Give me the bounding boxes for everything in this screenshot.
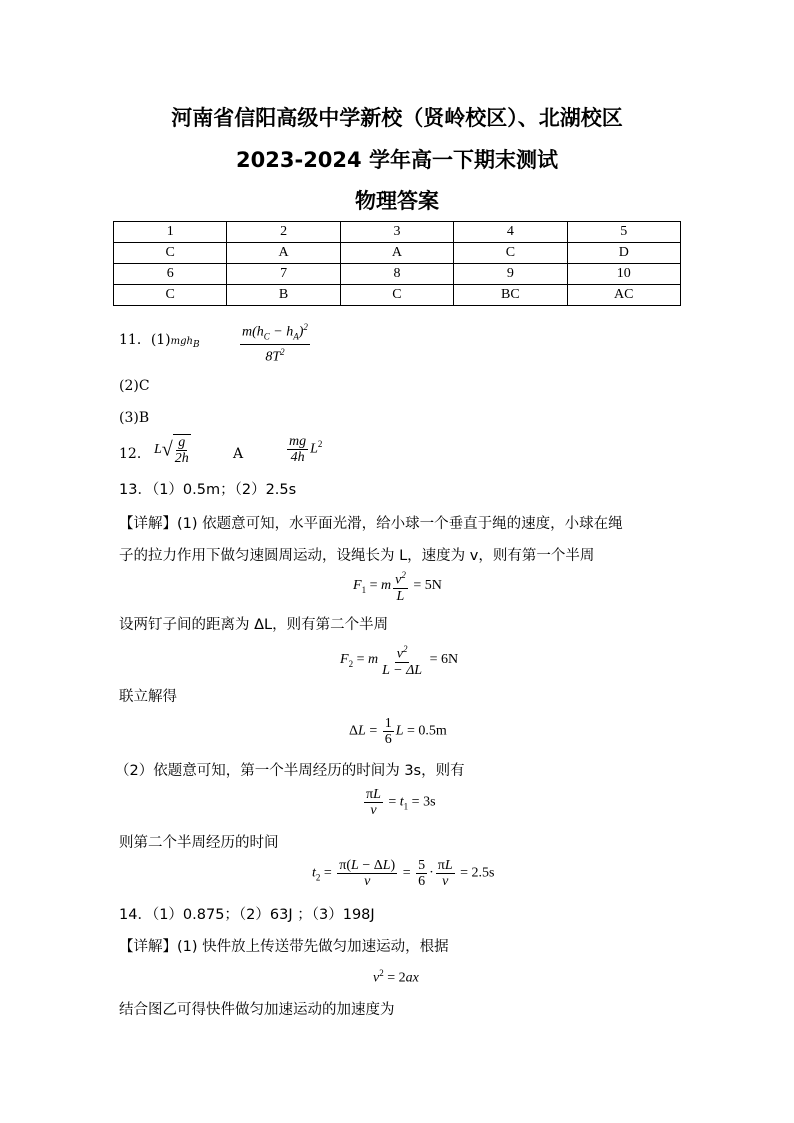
q12-formula-1: L√ $\frac{g}{2h}$: [154, 435, 189, 466]
q13-summary: 13．（1）0.5m；（2）2.5s: [119, 482, 297, 498]
q13-paragraph-4: 联立解得: [119, 689, 177, 705]
table-cell: AC: [567, 285, 680, 306]
table-cell: 6: [114, 264, 227, 285]
q13-equation-t2: $t_2$ = $\frac{\pi(L - \Delta L)}{v}$ = $\frac{5}{6}$ · $\frac{\pi L}{v}$ = 2.5s: [312, 858, 495, 889]
table-cell: 7: [227, 264, 340, 285]
q14-paragraph-2: 结合图乙可得快件做匀加速运动的加速度为: [119, 1002, 395, 1018]
table-cell: 9: [454, 264, 567, 285]
table-cell: 8: [340, 264, 453, 285]
table-cell: C: [114, 243, 227, 264]
q14-equation-v2: $v^2 = 2ax$: [373, 968, 419, 986]
q12-formula-2: $\frac{mg}{4h}$ $L^2$: [289, 434, 323, 465]
table-cell: C: [454, 243, 567, 264]
q13-detail-label: 【详解】: [119, 516, 177, 532]
title-subject: 物理答案: [355, 189, 439, 213]
q14-paragraph-1: 【详解】(1) 快件放上传送带先做匀加速运动，根据: [119, 939, 449, 955]
title-school: 河南省信阳高级中学新校（贤岭校区）、北湖校区: [171, 106, 623, 130]
answer-table: [113, 221, 681, 306]
q13-equation-dl: ΔL = $\frac{1}{6}$ L = 0.5m: [349, 716, 447, 747]
table-cell: 5: [567, 222, 680, 243]
table-cell: C: [114, 285, 227, 306]
table-row: [114, 243, 681, 264]
q13-paragraph-6: 则第二个半周经历的时间: [119, 835, 279, 851]
q13-equation-f1: $F_1 = m$ $\frac{v^2}{L}$ = 5N: [353, 570, 442, 604]
table-cell: A: [340, 243, 453, 264]
q11-part2: (2)C: [119, 378, 150, 394]
q11-formula-2: $\frac{m(h_C - h_A)^2}{8T^2}$: [242, 322, 308, 366]
q11-line: [119, 330, 200, 355]
table-cell: BC: [454, 285, 567, 306]
q13-paragraph-3: 设两钉子间的距离为 ΔL，则有第二个半周: [119, 617, 389, 633]
table-cell: 3: [340, 222, 453, 243]
q13-equation-f2: $F_2 = m$ $\frac{v^2}{L - \Delta L}$ = 6N: [340, 644, 459, 678]
q11-label: 11．(1): [119, 332, 171, 348]
table-row: [114, 285, 681, 306]
table-cell: 1: [114, 222, 227, 243]
table-row: [114, 222, 681, 243]
q12-label: 12．: [119, 446, 151, 462]
q13-paragraph-2: 子的拉力作用下做匀速圆周运动，设绳长为 L，速度为 v，则有第一个半周: [119, 548, 595, 564]
table-cell: 10: [567, 264, 680, 285]
table-row: [114, 264, 681, 285]
q12-answer-mid: A: [233, 446, 244, 462]
table-cell: A: [227, 243, 340, 264]
q13-paragraph-5: （2）依题意可知，第一个半周经历的时间为 3s，则有: [115, 763, 465, 779]
q11-part3: (3)B: [119, 410, 150, 426]
q14-summary: 14．（1）0.875；（2）63J ；（3）198J: [119, 907, 375, 923]
q13-paragraph-1: 【详解】(1) 依题意可知，水平面光滑，给小球一个垂直于绳的速度，小球在绳: [119, 516, 623, 532]
table-cell: 2: [227, 222, 340, 243]
table-cell: D: [567, 243, 680, 264]
q14-detail-label: 【详解】: [119, 939, 177, 955]
table-cell: 4: [454, 222, 567, 243]
table-cell: B: [227, 285, 340, 306]
title-exam: 2023-2024 学年高一下期末测试: [236, 148, 558, 172]
q11-formula-1: mgh$_B$: [170, 336, 200, 350]
table-cell: C: [340, 285, 453, 306]
q13-equation-t1: $\frac{\pi L}{v}$ = $t_1 = 3s$: [366, 787, 436, 818]
